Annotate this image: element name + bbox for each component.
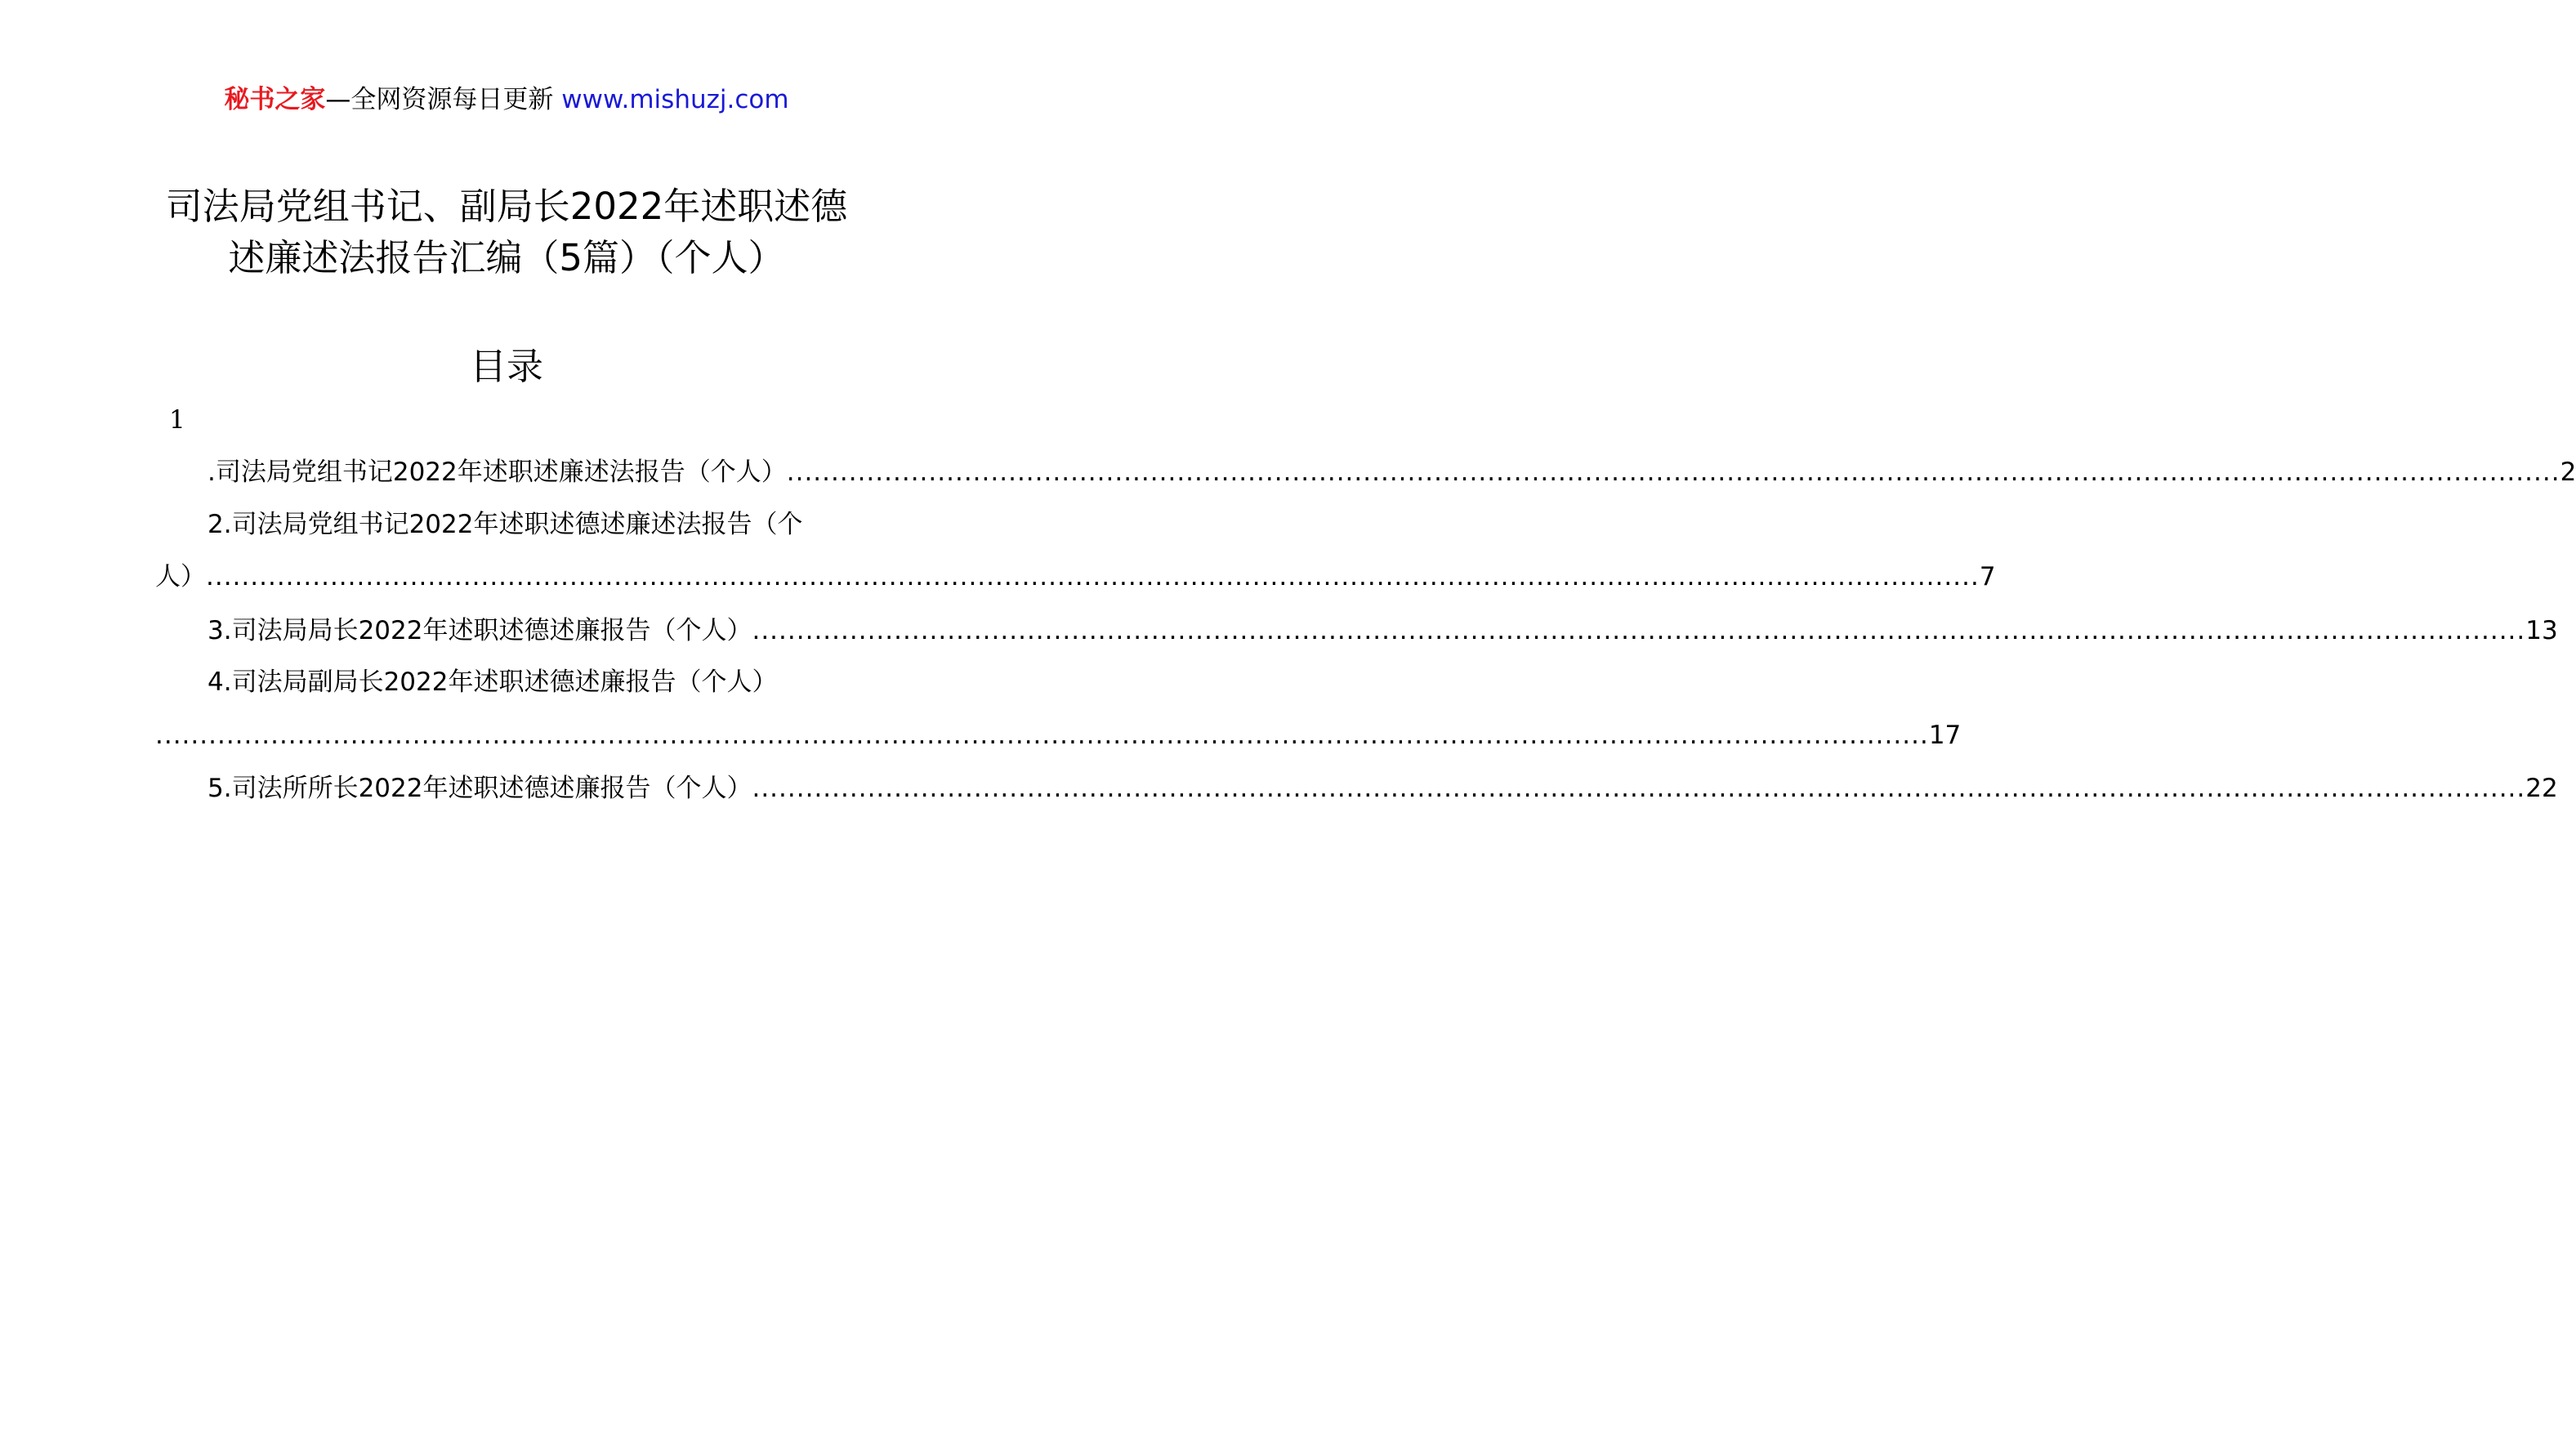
toc-item-1[interactable] bbox=[208, 454, 2576, 490]
toc-item-4[interactable] bbox=[208, 664, 855, 700]
document-title-line-2: 述廉述法报告汇编（5篇）（个人） bbox=[228, 236, 785, 279]
site-link[interactable]: www.mishuzj.com bbox=[561, 85, 789, 114]
toc-item-1-page: 2 bbox=[2560, 458, 2576, 487]
toc-leader: ........................................................................................................................................................................................................ bbox=[752, 774, 2526, 803]
toc-item-4-text: 4.司法局副局长2022年述职述德述廉报告（个人） bbox=[208, 667, 778, 697]
toc-item-5-page: 22 bbox=[2525, 774, 2558, 803]
toc-leader: ........................................................................................................................................................................................................ bbox=[206, 562, 1980, 592]
toc-item-1-text: .司法局党组书记2022年述职述廉述法报告（个人） bbox=[208, 458, 787, 487]
toc-item-5[interactable] bbox=[208, 770, 2558, 806]
document-title-line-1: 司法局党组书记、副局长2022年述职述德 bbox=[165, 185, 848, 228]
toc-item-2-text-continued: 人） bbox=[155, 562, 206, 592]
toc-item-3-page: 13 bbox=[2525, 616, 2558, 645]
toc-item-4-page: 17 bbox=[1928, 721, 1962, 750]
toc-item-5-text: 5.司法所所长2022年述职述德述廉报告（个人） bbox=[208, 774, 752, 803]
toc-item-2-text: 2.司法局党组书记2022年述职述德述廉述法报告（个 bbox=[208, 510, 803, 539]
brand-name: 秘书之家 bbox=[224, 85, 326, 114]
toc-leader: ........................................................................................................................................................................................................ bbox=[155, 721, 1929, 750]
toc-heading: 目录 bbox=[469, 345, 543, 388]
toc-item-1-number: 1 bbox=[169, 405, 185, 435]
toc-leader: ........................................................................................................................................................................................................ bbox=[752, 616, 2526, 645]
toc-item-2[interactable] bbox=[208, 507, 855, 542]
toc-item-4-continued[interactable] bbox=[155, 717, 1962, 753]
toc-leader: ........................................................................................................................................................................................................ bbox=[786, 458, 2560, 487]
site-header bbox=[0, 82, 1013, 118]
toc-item-2-page: 7 bbox=[1979, 562, 1996, 592]
header-tagline: —全网资源每日更新 bbox=[325, 85, 554, 114]
toc-item-2-continued[interactable] bbox=[155, 559, 1996, 595]
toc-item-3[interactable] bbox=[208, 613, 2558, 649]
toc-item-3-text: 3.司法局局长2022年述职述德述廉报告（个人） bbox=[208, 616, 752, 645]
